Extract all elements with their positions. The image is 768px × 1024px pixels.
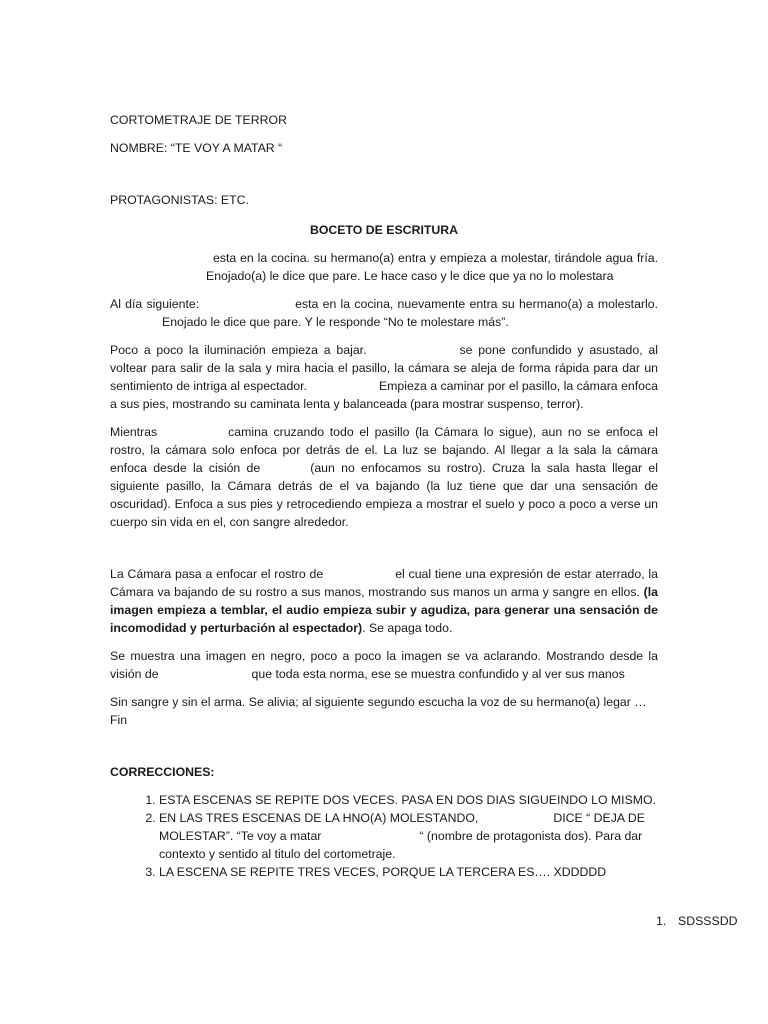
corrections-list bbox=[110, 791, 658, 881]
paragraph-4: Mientras camina cruzando todo el pasillo (la Cámara lo sigue), aun no se enfoca el rostro, la cámara solo enfoca por detrás de el. La luz se bajando. Al llegar a la sala la cámara enfoca desde la cisión de (aun no enfocamos su rostro). Cruza la sala hasta llegar el siguiente pasillo, la Cámara detrás de el va bajando (la luz tiene que dar una sensación de oscuridad). Enfoca a sus pies y retrocediendo empieza a mostrar el suelo y poco a poco a verse un cuerpo sin vida en el, con sangre alrededor. bbox=[110, 425, 658, 529]
paragraph-2: Al día siguiente: esta en la cocina, nuevamente entra su hermano(a) a molestarlo.Enojado le dice que pare. Y le responde “No te molestare más”. bbox=[110, 297, 658, 329]
corrections-heading: CORRECCIONES: bbox=[110, 765, 215, 779]
paragraph-1: esta en la cocina. su hermano(a) entra y empieza a molestar, tirándole agua fría.Enojado(a) le dice que pare. Le hace caso y le dice que ya no lo molestara bbox=[206, 251, 658, 283]
document-body bbox=[110, 111, 658, 881]
list-text: SDSSSDD bbox=[678, 914, 738, 928]
list-item: 3. LA ESCENA SE REPITE TRES VECES, PORQUE LA TERCERA ES…. XDDDDD bbox=[159, 863, 658, 881]
paragraph-5: La Cámara pasa a enfocar el rostro de el cual tiene una expresión de estar aterrado, la Cámara va bajando de su rostro a sus manos, mostrando sus manos un arma y sangre en ellos. (la imagen empieza a temblar, el audio empieza subir y agudiza, para generar una sensación de incomodidad y perturbación al espectador). Se apaga todo. bbox=[110, 567, 659, 635]
paragraph-7: Sin sangre y sin el arma. Se alivia; al siguiente segundo escucha la voz de su hermano(a) legar … Fin bbox=[110, 695, 647, 727]
doc-type-line: CORTOMETRAJE DE TERROR bbox=[110, 113, 287, 127]
list-number: 1. bbox=[656, 914, 667, 928]
list-item: 1. ESTA ESCENAS SE REPITE DOS VECES. PASA EN DOS DIAS SIGUEINDO LO MISMO. bbox=[159, 791, 658, 809]
title-line: NOMBRE: “TE VOY A MATAR “ bbox=[110, 141, 283, 155]
list-item: 2. EN LAS TRES ESCENAS DE LA HNO(A) MOLESTANDO, DICE “ DEJA DE MOLESTAR”. “Te voy a matar “ (nombre de protagonista dos). Para dar contexto y sentido al titulo del cortometraje. bbox=[159, 809, 658, 863]
paragraph-6: Se muestra una imagen en negro, poco a poco la imagen se va aclarando. Mostrando desde la visión de que toda esta norma, ese se muestra confundido y al ver sus manos bbox=[110, 649, 658, 681]
paragraph-3: Poco a poco la iluminación empieza a bajar. se pone confundido y asustado, al voltear para salir de la sala y mira hacia el pasillo, la cámara se aleja de forma rápida para dar un sentimiento de intriga al espectador. Empieza a caminar por el pasillo, la cámara enfoca a sus pies, mostrando su caminata lenta y balanceada (para mostrar suspenso, terror). bbox=[110, 343, 659, 411]
section-heading: BOCETO DE ESCRITURA bbox=[309, 223, 459, 237]
protagonists-line: PROTAGONISTAS: ETC. bbox=[110, 193, 249, 207]
stray-list-item bbox=[656, 912, 737, 930]
